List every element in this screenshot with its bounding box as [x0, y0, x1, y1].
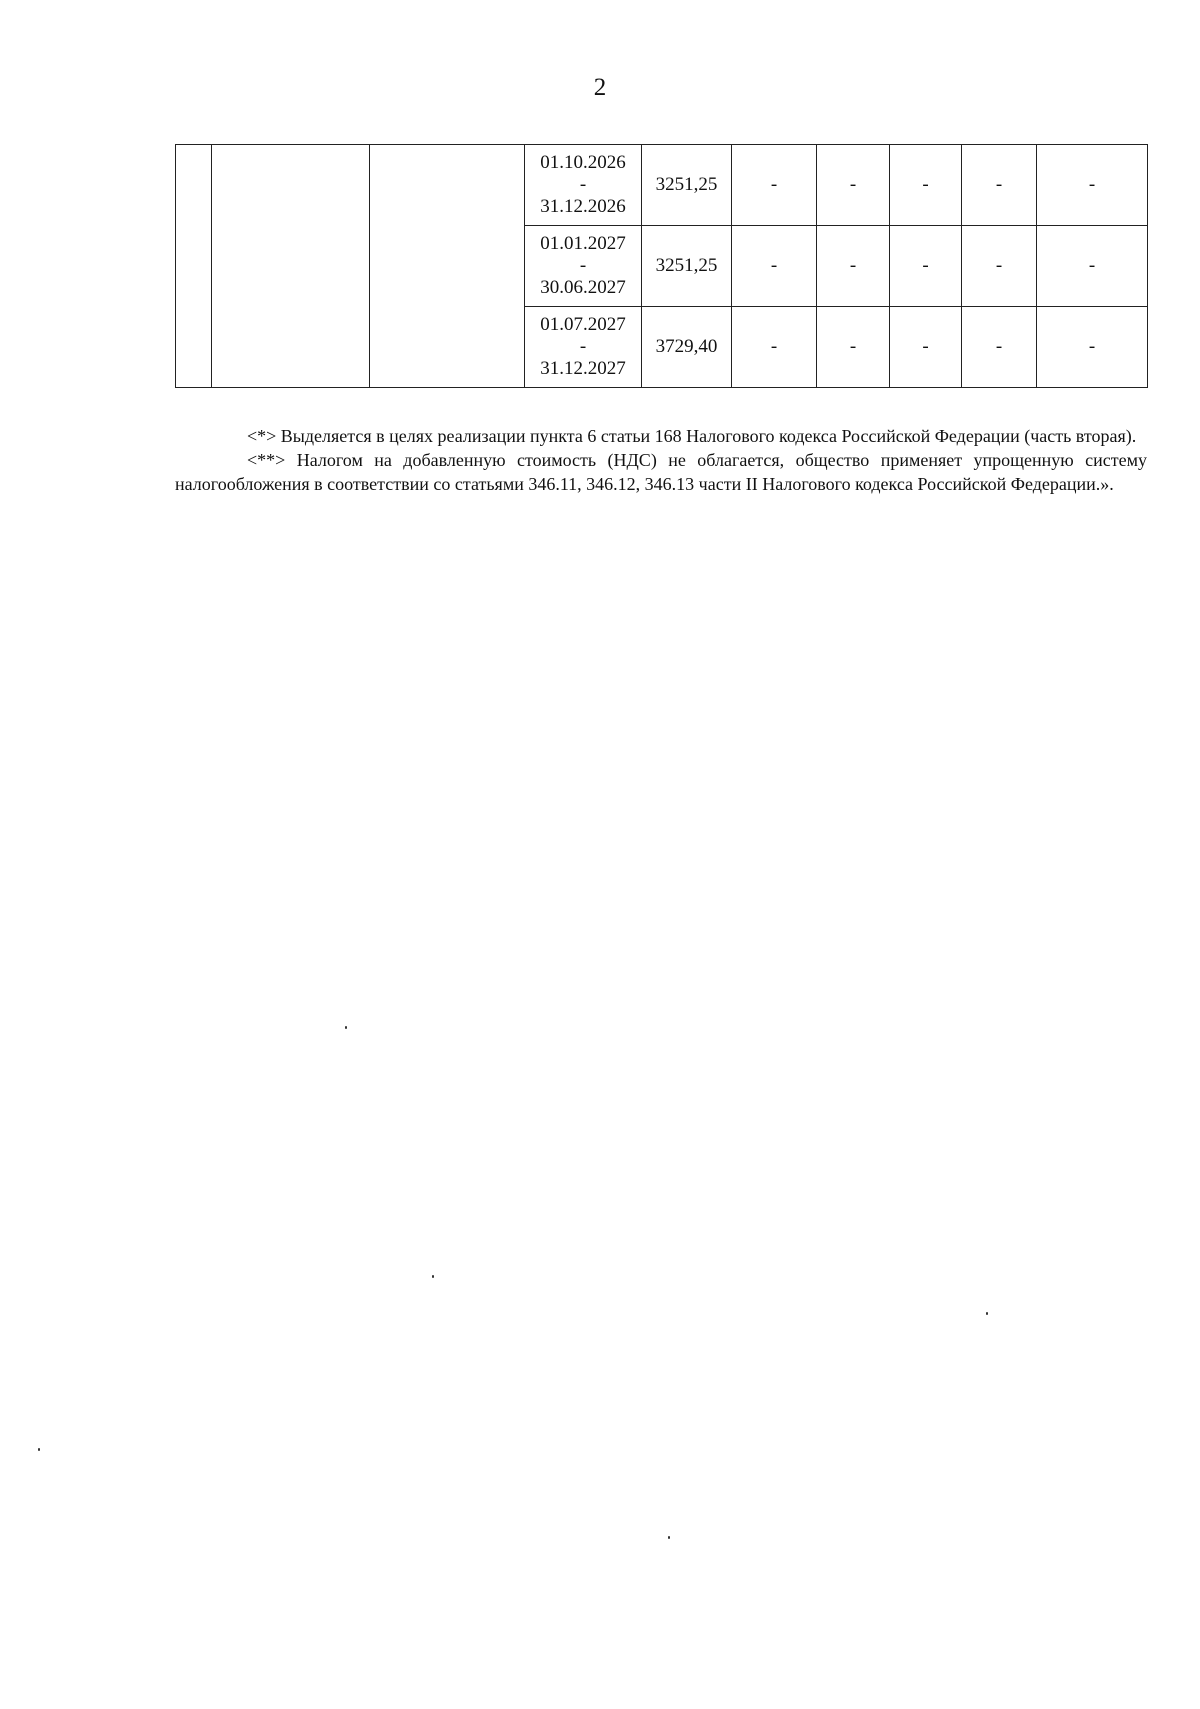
period-cell	[525, 145, 642, 226]
table-cell: -	[890, 145, 962, 226]
table-cell: -	[1037, 307, 1148, 388]
period-dash: -	[579, 174, 587, 195]
page-number: 2	[593, 74, 607, 101]
tariff-value-cell: 3251,25	[642, 226, 732, 307]
table-cell: -	[962, 226, 1037, 307]
period-cell	[525, 226, 642, 307]
table-cell: -	[817, 307, 890, 388]
scan-speck	[38, 1448, 40, 1451]
table-cell: -	[890, 226, 962, 307]
table-cell: -	[732, 307, 817, 388]
tariff-table	[175, 144, 1148, 388]
footnotes	[175, 424, 1147, 496]
period-start: 01.07.2027	[540, 314, 626, 335]
period-end: 31.12.2026	[540, 196, 626, 217]
service-cell	[370, 145, 525, 388]
footnote-vat-allocation: <*> Выделяется в целях реализации пункта 6 статьи 168 Налогового кодекса Российской Федерации (часть вторая).	[247, 426, 1137, 446]
period-start: 01.01.2027	[540, 233, 626, 254]
table-cell: -	[817, 226, 890, 307]
table-cell: -	[1037, 226, 1148, 307]
table-cell: -	[732, 226, 817, 307]
table-cell: -	[962, 145, 1037, 226]
scan-speck	[345, 1026, 347, 1029]
number-cell	[176, 145, 212, 388]
table-row	[176, 145, 1148, 226]
period-dash: -	[579, 336, 587, 357]
table-cell: -	[817, 145, 890, 226]
organization-cell	[212, 145, 370, 388]
scan-speck	[986, 1312, 988, 1315]
period-end: 30.06.2027	[540, 277, 626, 298]
table-cell: -	[1037, 145, 1148, 226]
footnote-vat-exempt: <**> Налогом на добавленную стоимость (НДС) не облагается, общество применяет упрощенную систему налогообложения в соответствии со статьями 346.11, 346.12, 346.13 части II Налогового кодекса Российской Федерации.».	[175, 450, 1147, 494]
scan-speck	[432, 1275, 434, 1278]
period-start: 01.10.2026	[540, 152, 626, 173]
tariff-value-cell: 3729,40	[642, 307, 732, 388]
scan-speck	[668, 1536, 670, 1539]
period-end: 31.12.2027	[540, 358, 626, 379]
table-cell: -	[962, 307, 1037, 388]
table-cell: -	[732, 145, 817, 226]
table-cell: -	[890, 307, 962, 388]
period-cell	[525, 307, 642, 388]
period-dash: -	[579, 255, 587, 276]
tariff-value-cell: 3251,25	[642, 145, 732, 226]
